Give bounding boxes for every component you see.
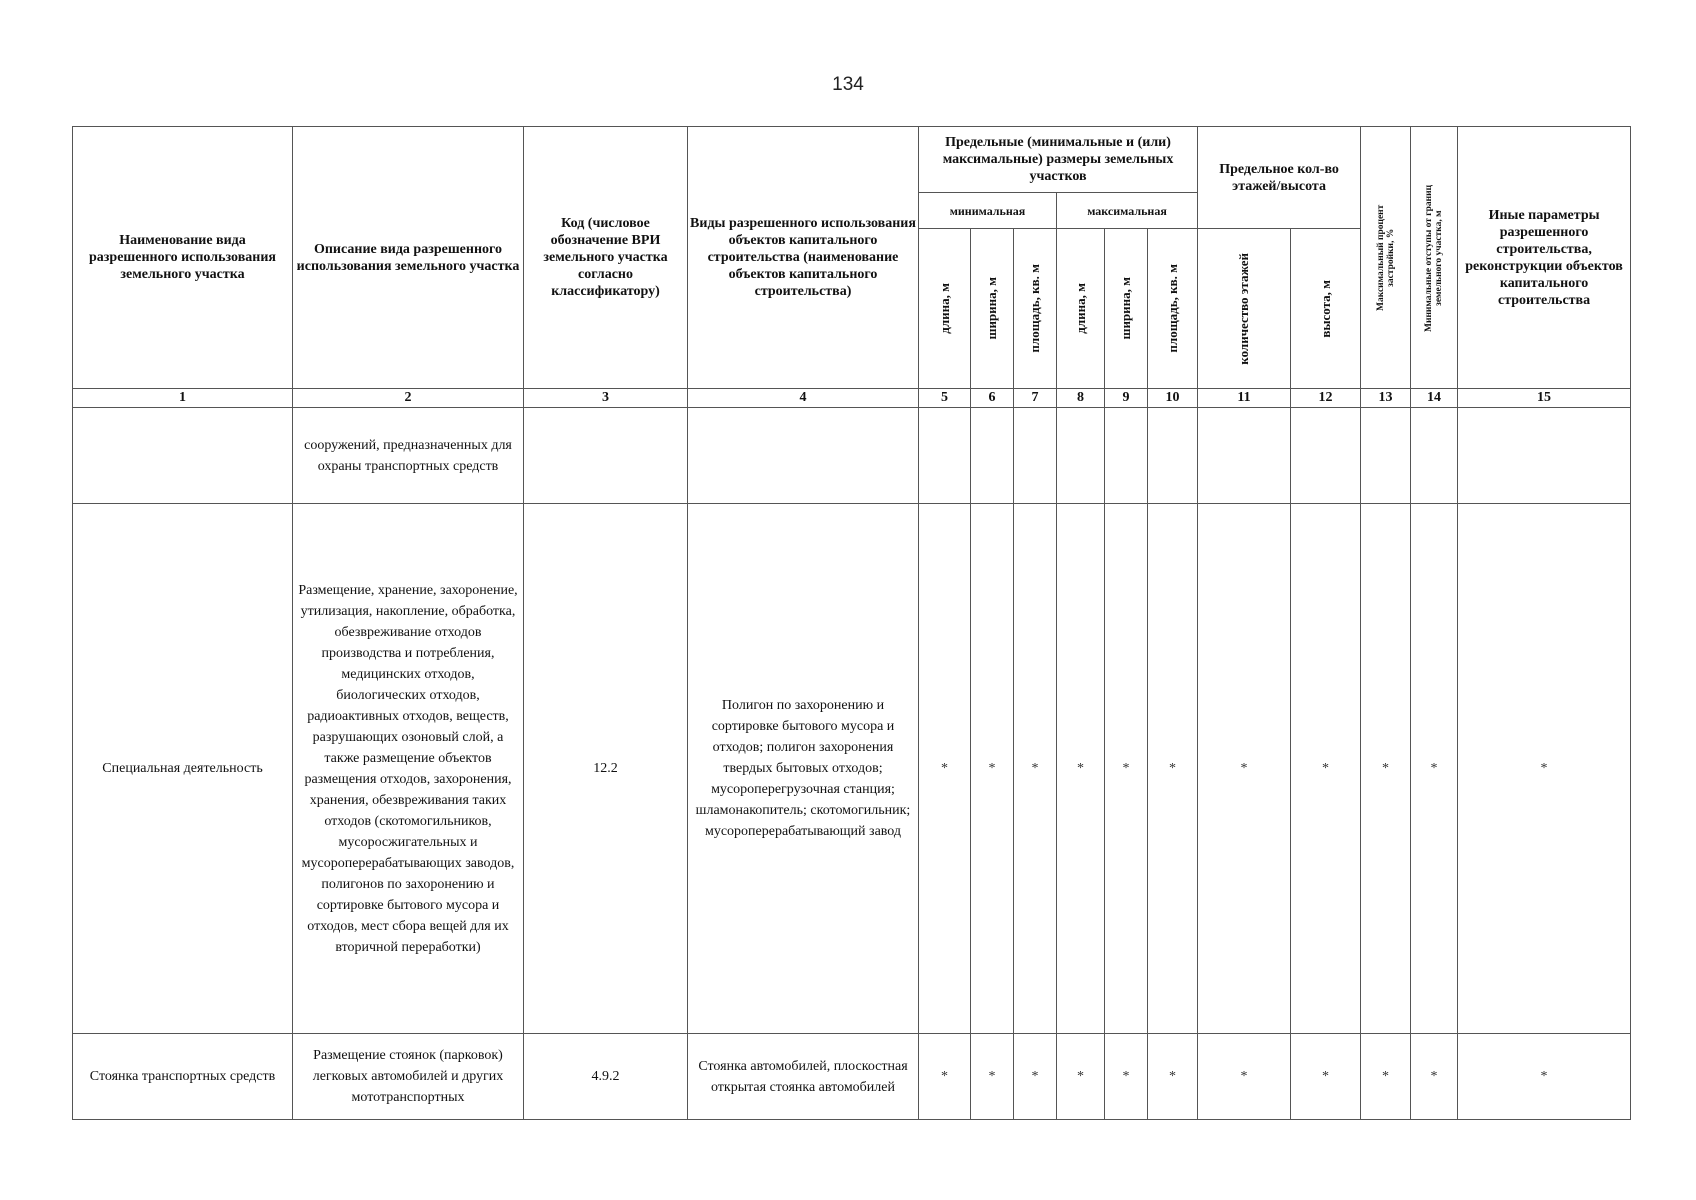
floors-value: * — [1198, 504, 1291, 1034]
column-number: 13 — [1361, 389, 1411, 408]
header-height: высота, м — [1291, 229, 1361, 389]
header-land-use-name: Наименование вида разрешенного использования земельного участка — [73, 127, 293, 389]
min-length-value: * — [919, 1034, 971, 1120]
land-use-name: Стоянка транспортных средств — [73, 1034, 293, 1120]
header-floors-height-limits: Предельное кол-во этажей/высота — [1198, 127, 1361, 229]
header-setback: Минимальные отступы от границ земельного участка, м — [1411, 127, 1458, 389]
header-other-params: Иные параметры разрешенного строительства, реконструкции объектов капитального строительства — [1458, 127, 1631, 389]
column-number: 15 — [1458, 389, 1631, 408]
max-length-value: * — [1057, 1034, 1105, 1120]
min-area-value: * — [1014, 504, 1057, 1034]
min-width-value — [971, 408, 1014, 504]
table-row — [73, 408, 1631, 504]
setback-value: * — [1411, 504, 1458, 1034]
other-params-value: * — [1458, 504, 1631, 1034]
land-use-description: Размещение стоянок (парковок) легковых автомобилей и других мототранспортных — [293, 1034, 524, 1120]
min-width-value: * — [971, 504, 1014, 1034]
land-use-name: Специальная деятельность — [73, 504, 293, 1034]
header-max-length: длина, м — [1057, 229, 1105, 389]
floors-value: * — [1198, 1034, 1291, 1120]
column-number: 1 — [73, 389, 293, 408]
column-number: 2 — [293, 389, 524, 408]
max-width-value — [1105, 408, 1148, 504]
header-minimum: минимальная — [919, 193, 1057, 229]
column-number: 11 — [1198, 389, 1291, 408]
min-area-value: * — [1014, 1034, 1057, 1120]
header-floors: количество этажей — [1198, 229, 1291, 389]
header-max-area: площадь, кв. м — [1148, 229, 1198, 389]
column-number: 6 — [971, 389, 1014, 408]
column-number: 9 — [1105, 389, 1148, 408]
capital-objects — [688, 408, 919, 504]
capital-objects: Полигон по захоронению и сортировке бытового мусора и отходов; полигон захоронения твердых бытовых отходов; мусороперегрузочная станция; шламонакопитель; скотомогильник; мусороперерабатывающий завод — [688, 504, 919, 1034]
header-land-use-description: Описание вида разрешенного использования земельного участка — [293, 127, 524, 389]
land-use-code: 4.9.2 — [524, 1034, 688, 1120]
land-use-code: 12.2 — [524, 504, 688, 1034]
min-length-value: * — [919, 504, 971, 1034]
header-min-width: ширина, м — [971, 229, 1014, 389]
land-use-name — [73, 408, 293, 504]
other-params-value — [1458, 408, 1631, 504]
build-percent-value — [1361, 408, 1411, 504]
header-build-percent: Максимальный процент застройки, % — [1361, 127, 1411, 389]
land-use-description: сооружений, предназначенных для охраны транспортных средств — [293, 408, 524, 504]
max-area-value: * — [1148, 1034, 1198, 1120]
max-width-value: * — [1105, 1034, 1148, 1120]
land-use-description: Размещение, хранение, захоронение, утилизация, накопление, обработка, обезвреживание отходов производства и потребления, медицинских отходов, биологических отходов, радиоактивных отходов, веществ, разрушающих озоновый слой, а также размещение объектов размещения отходов, захоронения, хранения, обезвреживания таких отходов (скотомогильников, мусоросжигательных и мусороперерабатывающих заводов, полигонов по захоронению и сортировке бытового мусора и отходов, мест сбора вещей для их вторичной переработки) — [293, 504, 524, 1034]
other-params-value: * — [1458, 1034, 1631, 1120]
height-value: * — [1291, 1034, 1361, 1120]
column-number: 10 — [1148, 389, 1198, 408]
table-row — [73, 504, 1631, 1034]
build-percent-value: * — [1361, 504, 1411, 1034]
setback-value: * — [1411, 1034, 1458, 1120]
max-area-value — [1148, 408, 1198, 504]
capital-objects: Стоянка автомобилей, плоскостная открытая стоянка автомобилей — [688, 1034, 919, 1120]
column-number: 14 — [1411, 389, 1458, 408]
min-width-value: * — [971, 1034, 1014, 1120]
land-use-code — [524, 408, 688, 504]
min-length-value — [919, 408, 971, 504]
setback-value — [1411, 408, 1458, 504]
header-min-area: площадь, кв. м — [1014, 229, 1057, 389]
column-number: 5 — [919, 389, 971, 408]
min-area-value — [1014, 408, 1057, 504]
column-number: 3 — [524, 389, 688, 408]
column-number: 7 — [1014, 389, 1057, 408]
height-value — [1291, 408, 1361, 504]
build-percent-value: * — [1361, 1034, 1411, 1120]
column-number: 4 — [688, 389, 919, 408]
table-row — [73, 1034, 1631, 1120]
height-value: * — [1291, 504, 1361, 1034]
column-number: 12 — [1291, 389, 1361, 408]
floors-value — [1198, 408, 1291, 504]
header-maximum: максимальная — [1057, 193, 1198, 229]
header-capital-objects: Виды разрешенного использования объектов капитального строительства (наименование объектов капитального строительства) — [688, 127, 919, 389]
max-area-value: * — [1148, 504, 1198, 1034]
max-length-value: * — [1057, 504, 1105, 1034]
header-max-width: ширина, м — [1105, 229, 1148, 389]
max-length-value — [1057, 408, 1105, 504]
header-code: Код (числовое обозначение ВРИ земельного участка согласно классификатору) — [524, 127, 688, 389]
column-number: 8 — [1057, 389, 1105, 408]
page-number: 134 — [832, 74, 864, 95]
column-numbers-row — [73, 389, 1631, 408]
header-min-length: длина, м — [919, 229, 971, 389]
max-width-value: * — [1105, 504, 1148, 1034]
land-use-regulations-table — [72, 126, 1631, 1120]
header-plot-size-limits: Предельные (минимальные и (или) максимальные) размеры земельных участков — [919, 127, 1198, 193]
